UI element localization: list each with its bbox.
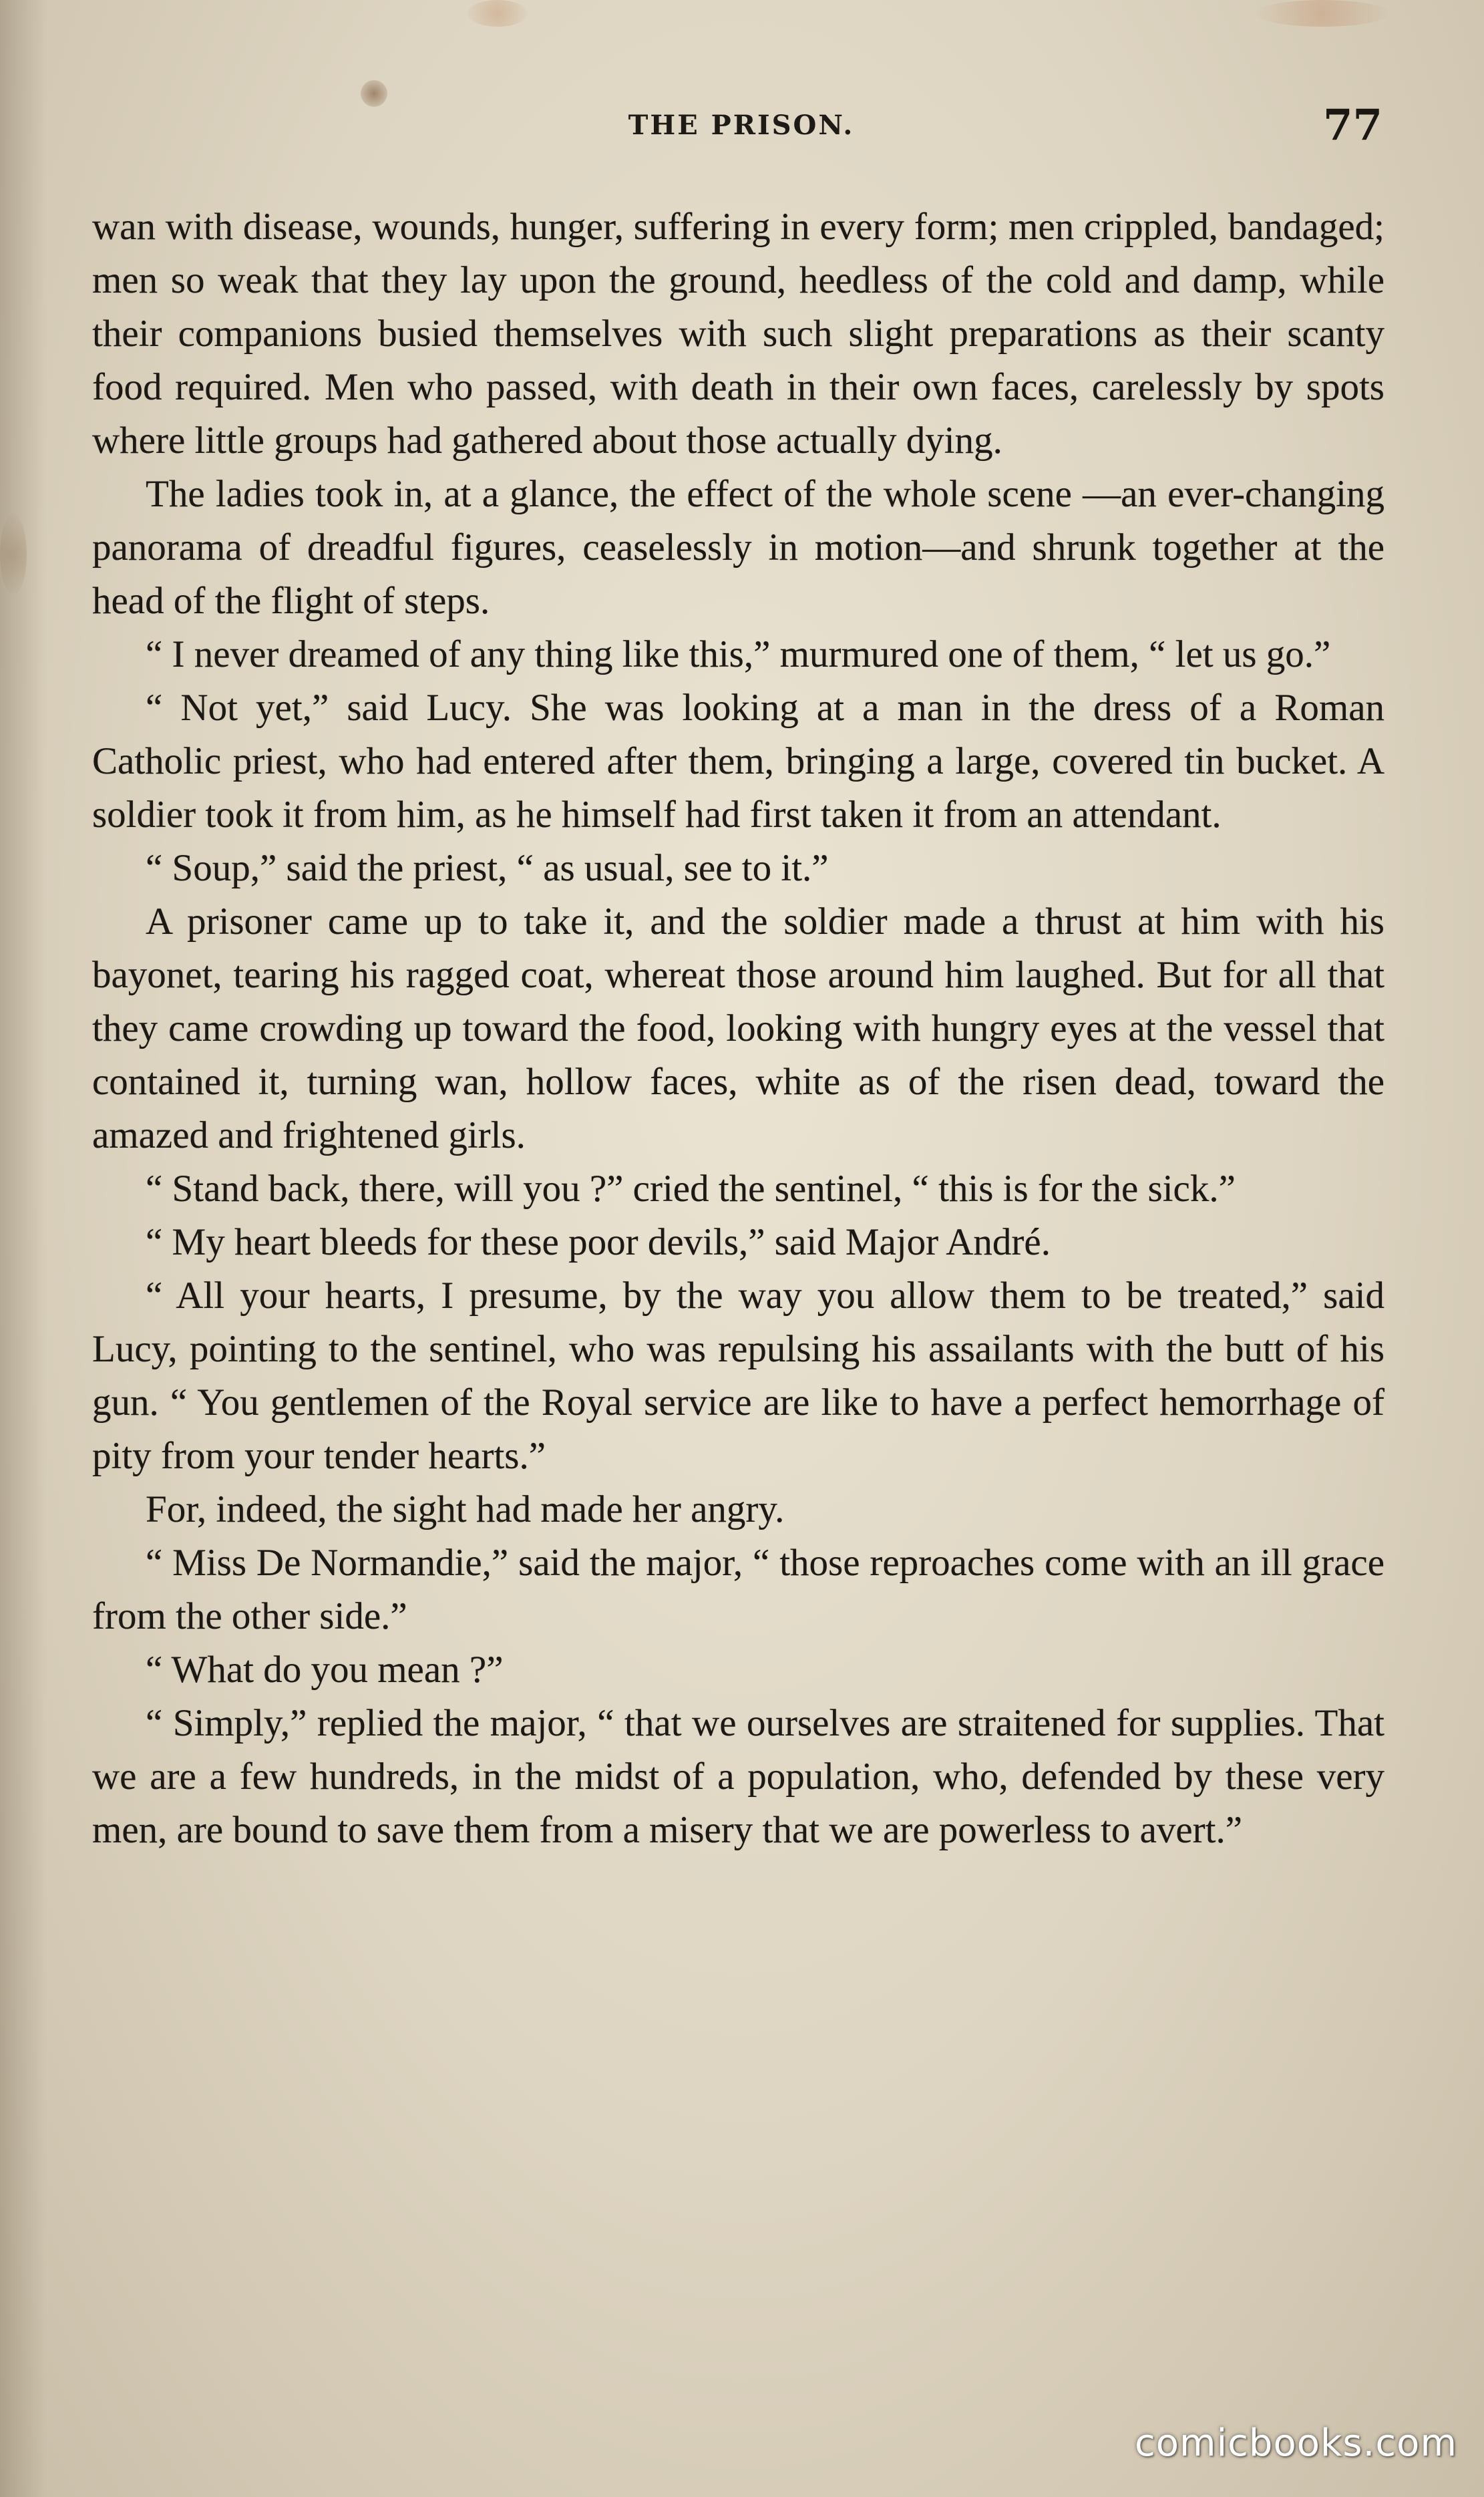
body-text [92,200,1384,1857]
paragraph: “ Not yet,” said Lucy. She was looking at a man in the dress of a Roman Catholic priest, who had entered after them, bringing a large, covered tin bucket. A soldier took it from him, as he himself had first taken it from an attendant. [92,687,1384,836]
paragraph: “ My heart bleeds for these poor devils,” said Major André. [146,1221,1051,1263]
paper-stain [0,514,27,595]
paragraph: “ Soup,” said the priest, “ as usual, see to it.” [146,847,829,889]
running-head: THE PRISON. [628,110,855,141]
paper-stain [1256,0,1389,27]
watermark: comicbooks.com [1134,2422,1457,2465]
paragraph: “ Stand back, there, will you ?” cried the sentinel, “ this is for the sick.” [146,1168,1236,1210]
paragraph: For, indeed, the sight had made her angry. [146,1488,785,1530]
paragraph: wan with disease, wounds, hunger, suffering in every form; men crippled, bandaged; men so weak that they lay upon the ground, heedless of the cold and damp, while their companions busied themselves with such slight preparations as their scanty food required. Men who passed, with death in their own faces, carelessly by spots where little groups had gathered about those actually dying. [92,206,1384,462]
paragraph: The ladies took in, at a glance, the effect of the whole scene —an ever-changing panorama of dreadful figures, ceaselessly in motion—and shrunk together at the head of the flight of steps. [92,473,1384,622]
paper-stain [468,0,528,27]
paragraph: “ All your hearts, I presume, by the way you allow them to be treated,” said Lucy, pointing to the sentinel, who was repulsing his assailants with the butt of his gun. “ You gentlemen of the Royal service are like to have a perfect hemorrhage of pity from your tender hearts.” [92,1275,1384,1477]
paragraph: “ I never dreamed of any thing like this,” murmured one of them, “ let us go.” [146,633,1331,675]
paragraph: “ What do you mean ?” [146,1649,504,1691]
page-header [100,100,1382,154]
page-gutter-shadow [0,0,47,2497]
paragraph: A prisoner came up to take it, and the soldier made a thrust at him with his bayonet, tearing his ragged coat, whereat those around him laughed. But for all that they came crowding up toward the food, looking with hungry eyes at the vessel that contained it, turning wan, hollow faces, white as of the risen dead, toward the amazed and frightened girls. [92,900,1384,1156]
page-number: 77 [1322,100,1382,150]
paragraph: “ Simply,” replied the major, “ that we ourselves are straitened for supplies. That we are a few hundreds, in the midst of a population, who, defended by these very men, are bound to save them from a misery that we are powerless to avert.” [92,1702,1384,1851]
paragraph: “ Miss De Normandie,” said the major, “ those reproaches come with an ill grace from the other side.” [92,1542,1384,1637]
